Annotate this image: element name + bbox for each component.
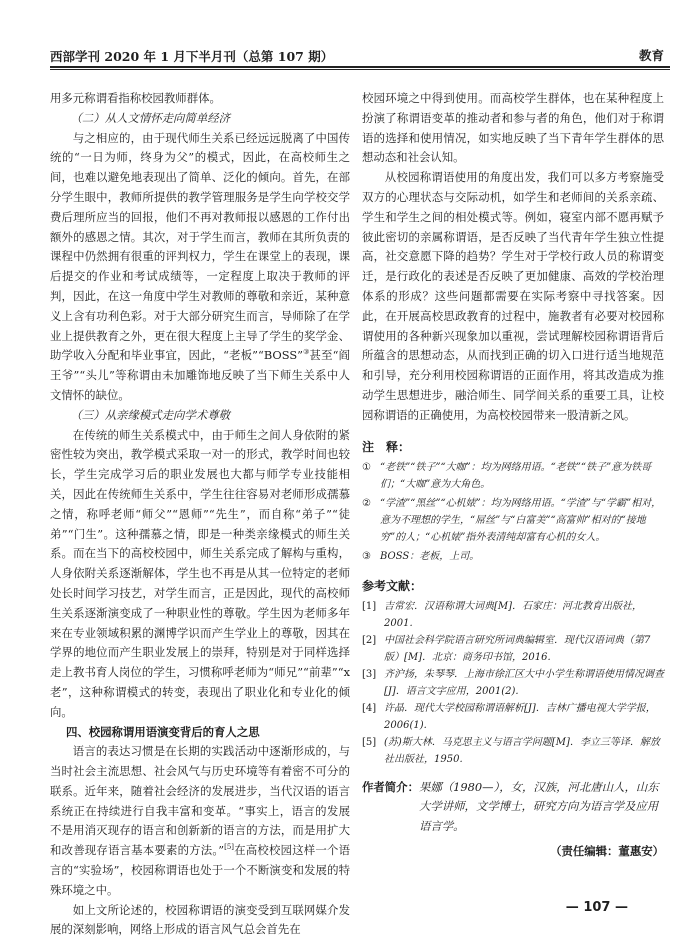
author-bio-text: 果娜（1980—），女，汉族，河北唐山人，山东大学讲师，文学博士，研究方向为语言学及应用语言学。 (418, 779, 659, 834)
paragraph: 在传统的师生关系模式中，由于师生之间人身依附的紧密性较为突出，教学模式采取一对一的形式，教学时间也较长，学生完成学习后的职业发展也大都与师学专业技能相关，因此在传统师生关系中，学生往往容易对老师形成孺慕之情，称呼老师“师父”“恩师”“先生”，而自称“弟子”“徒弟”“门生”。这种孺慕之情，即是一种类亲缘模式的师生关系。而在当下的高校校园中，师生关系完成了解构与重构，人身依附关系逐渐解体，学生也不再是从其一位特定的老师处长时间学习技艺，对学生而言，正是因此，现代的高校师生关系逐渐演变成了一种职业性的尊敬。学生因为老师多年来在专业领域积累的渊博学识而产生学业上的尊敬，因其在学界的地位而产生职业发展上的崇拜，特别是对于同样选择走上教书育人岗位的学生，习惯称呼老师为“师兄”“前辈”“x老”，这种称谓模式的转变，表现出了职业化和专业化的倾向。 (50, 427, 350, 719)
paragraph: 用多元称谓看指称校园教师群体。 (50, 91, 221, 105)
column-name: 教育 (638, 48, 664, 63)
notes-title: 注 释： (362, 439, 411, 454)
paragraph: 校园环境之中得到使用。而高校学生群体，也在某种程度上扮演了称谓语变革的推动者和参与者的角色，他们对于称谓语的选择和使用情况，如实地反映了当下青年学生群体的思想动态和社会认知。 (362, 91, 664, 165)
reference-text: 许晶．现代大学校园称谓语解析[J]．吉林广播电视大学学报，2006(1). (384, 702, 656, 731)
journal-issue-line (50, 47, 333, 65)
reference-item (362, 734, 664, 768)
left-column (50, 89, 350, 937)
paragraph (50, 742, 350, 900)
note-item (362, 548, 664, 565)
reference-item (362, 700, 664, 734)
paragraph: 如上文所论述的，校园称谓语的演变受到互联网媒介发展的深刻影响，网络上形成的语言风气总会首先在 (50, 902, 350, 937)
journal-name: 西部学刊 (50, 49, 101, 64)
author-bio (362, 778, 664, 837)
reference-number: [5] (362, 736, 377, 748)
paragraph-text: 语言的表达习惯是在长期的实践活动中逐渐形成的，与当时社会主流思想、社会风气与历史环境等有着密不可分的联系。近年来，随着社会经济的发展进步，当代汉语的语言系统正在持续进行自我丰富和变革。“事实上，语言的发展不是用消灭现存的语言和创新新的语言的方法，而是用扩大和改善现存语言基本要素的方法。” (50, 744, 350, 858)
running-header (50, 40, 670, 66)
reference-item (362, 666, 664, 700)
note-marker: ② (362, 497, 371, 509)
note-text: BOSS：老板，上司。 (380, 550, 480, 562)
reference-number: [1] (362, 600, 377, 612)
reference-item (362, 598, 664, 632)
reference-text: (苏)斯大林．马克思主义与语言学问题[M]．李立三等译．解放社出版社，1950. (384, 736, 660, 765)
note-marker: ③ (362, 550, 371, 562)
reference-text: 中国社会科学院语言研究所词典编辑室．现代汉语词典（第7版）[M]．北京：商务印书馆，2016. (384, 634, 651, 663)
reference-text: 齐沪扬，朱琴琴．上海市徐汇区大中小学生称谓语使用情况调查[J]．语言文字应用，2001(2). (384, 668, 664, 697)
page-number: — 107 — (565, 900, 628, 915)
note-marker: ① (362, 461, 371, 473)
references-list (362, 598, 664, 768)
paragraph-text: 甚至“阎王爷”“头儿”等称谓由未加雕饰地反映了当下师生关系中人文情怀的缺位。 (50, 348, 350, 402)
author-bio-label: 作者简介： (362, 779, 419, 794)
paragraph-text: 在高校校园这样一个语言的“实验场”，校园称谓语也处于一个不断演变和发展的特殊环境之中。 (50, 843, 350, 897)
responsible-editor: （责任编辑：董惠安） (550, 843, 664, 858)
reference-number: [3] (362, 668, 377, 680)
right-column (362, 89, 664, 889)
reference-number: [4] (362, 702, 377, 714)
reference-text: 吉常宏．汉语称谓大词典[M]．石家庄：河北教育出版社，2001. (384, 600, 643, 629)
paragraph (50, 129, 350, 406)
note-item (362, 459, 664, 493)
note-text: “学渣”“黑丝”“心机婊”：均为网络用语。“学渣”与“学霸”相对，意为不理想的学生，“屌丝”与“白富美”“高富帅”相对的“接地穷”的人；“心机婊”指外表清纯却富有心机的女人。 (380, 497, 662, 543)
section-heading: 四、校园称谓用语演变背后的育人之思 (65, 724, 260, 739)
issue-info: 2020 年 1 月下半月刊（总第 107 期） (104, 49, 334, 64)
subsection-heading: （三）从亲缘模式走向学术尊敬 (70, 407, 230, 422)
reference-number: [2] (362, 634, 377, 646)
notes-list (362, 459, 664, 565)
footnote-marker: ③ (302, 348, 310, 357)
header-rule (50, 66, 670, 68)
paragraph: 从校园称谓语使用的角度出发，我们可以多方考察施受双方的心理状态与交际动机，如学生和老师间的关系亲疏、学生和学生之间的相处模式等。例如，寝室内部不愿再赋予彼此密切的亲属称谓语，是否反映了当代青年学生独立性提高，社交意愿下降的趋势？学生对于学校行政人员的称谓变迁，是行政化的表述是否反映了更加健康、高效的学校治理体系的形成？这些问题都需要在实际考察中寻找答案。因此，在开展高校思政教育的过程中，施教者有必要对校园称谓使用的各种新兴现象加以重视，尝试理解校园称谓语背后所蕴含的思想动态，从而找到正确的切入口进行适当地规范和引导，充分利用校园称谓语的正面作用，将其改造成为推动学生思想进步，融洽师生、同学间关系的重要工具，让校园称谓语的正确使用，为高校校园带来一股清新之风。 (362, 170, 664, 422)
subsection-heading: （二）从人文情怀走向简单经济 (70, 110, 230, 125)
header-rule-thin (50, 69, 670, 70)
citation-marker: [5] (224, 843, 235, 852)
paragraph-text: 与之相应的，由于现代师生关系已经远远脱离了中国传统的“一日为师，终身为父”的模式，因此，在高校师生之间，也难以避免地表现出了简单、泛化的倾向。首先，在部分学生眼中，教师所提供的教学管理服务是学生向学校交学费后理所应当的回报，他们不再对教师报以感恩的工作付出额外的感恩之情。其次，对于学生而言，教师在其所负责的课程中仍然拥有很重的评判权力，学生在课堂上的表现，课后提交的作业和考试成绩等，一定程度上取决于教师的评判，因此，在这一角度中学生对教师的尊敬和亲近，某种意义上含有功利色彩。对于大部分研究生而言，导师除了在学业上提供教育之外，更在很大程度上主导了学生的奖学金、助学收入分配和毕业事宜，因此，“老板”“BOSS” (50, 130, 350, 363)
references-title: 参考文献： (362, 578, 423, 593)
reference-item (362, 632, 664, 666)
note-text: “老铁”“铁子”“大咖”：均为网络用语。“老铁”“铁子”意为铁哥们；“大咖”意为大角色。 (380, 461, 652, 490)
note-item (362, 495, 664, 546)
